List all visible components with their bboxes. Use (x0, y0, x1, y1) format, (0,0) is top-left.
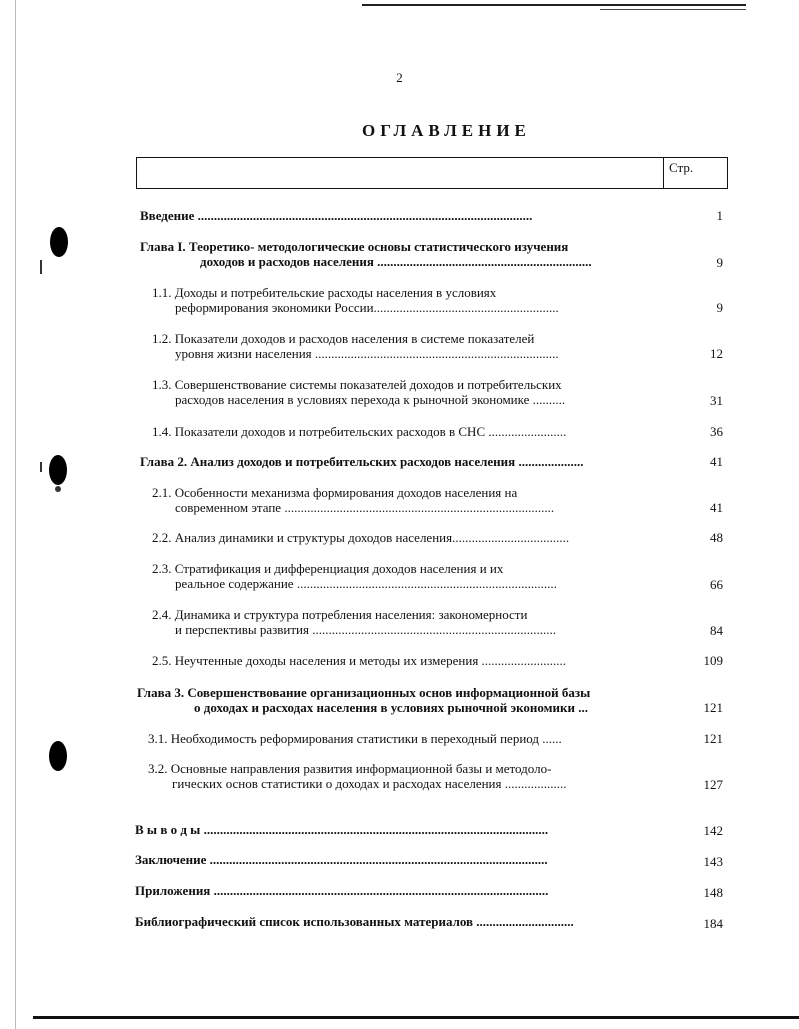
toc-page-number: 84 (710, 623, 723, 638)
toc-entry-conclusions (135, 822, 548, 837)
toc-page-number: 184 (703, 916, 723, 931)
toc-page-number: 127 (703, 777, 723, 792)
toc-entry-text: о доходах и расходах населения в условиях рыночной экономики ... (194, 700, 589, 715)
scan-speck (40, 462, 42, 472)
toc-entry-1-3 (152, 377, 565, 407)
toc-page-number: 143 (703, 854, 723, 869)
toc-entry-text: Глава 2. Анализ доходов и потребительских расходов населения .................... (140, 454, 584, 469)
toc-page-number: 41 (710, 500, 723, 515)
scan-speck (55, 486, 61, 492)
toc-entry-text: реальное содержание ................................................................................ (175, 576, 557, 591)
toc-entry-text: Введение ....................................................................................................... (140, 208, 533, 223)
toc-entry-text: Глава I. Теоретико- методологические основы статистического изучения (140, 239, 569, 254)
toc-page-number: 66 (710, 577, 723, 592)
toc-entry-text: 1.2. Показатели доходов и расходов населения в системе показателей (152, 331, 535, 346)
toc-page-number: 12 (710, 346, 723, 361)
toc-header-box (136, 157, 728, 189)
toc-entry-text: расходов населения в условиях перехода к рыночной экономике .......... (175, 392, 566, 407)
toc-entry-text: доходов и расходов населения .................................................................. (200, 254, 592, 269)
toc-entry-bibliography (135, 914, 574, 929)
toc-entry-summary (135, 852, 548, 867)
toc-page-number: 9 (716, 255, 723, 270)
toc-entry-text: 2.1. Особенности механизма формирования доходов населения на (152, 485, 518, 500)
toc-page-number: 142 (703, 823, 723, 838)
punch-hole-mark (49, 741, 67, 771)
toc-entry-2-4 (152, 607, 556, 637)
toc-page-number: 121 (703, 731, 723, 746)
toc-entry-chapter-2 (140, 454, 583, 469)
toc-entry-text: и перспективы развития ........................................................................... (175, 622, 556, 637)
toc-entry-2-2 (152, 530, 569, 545)
punch-hole-mark (50, 227, 68, 257)
page-number: 2 (396, 70, 403, 85)
toc-entry-text: В ы в о д ы .......................................................................................................... (135, 822, 549, 837)
toc-entry-chapter-1 (140, 239, 592, 269)
toc-entry-text: 3.2. Основные направления развития информационной базы и методоло- (148, 761, 552, 776)
toc-entry-text: 2.5. Неучтенные доходы населения и методы их измерения .......................... (152, 653, 567, 668)
toc-entry-chapter-3 (137, 685, 590, 715)
toc-entry-text: Приложения ....................................................................................................... (135, 883, 549, 898)
toc-page-number: 148 (703, 885, 723, 900)
toc-entry-text: реформирования экономики России......................................................... (175, 300, 559, 315)
toc-entry-text: 2.4. Динамика и структура потребления населения: закономерности (152, 607, 528, 622)
toc-page-number: 9 (716, 300, 723, 315)
toc-entry-1-2 (152, 331, 559, 361)
toc-entry-intro (140, 208, 532, 223)
scan-edge-line (362, 4, 746, 6)
toc-page-number: 36 (710, 424, 723, 439)
toc-entry-1-4 (152, 424, 566, 439)
toc-entry-text: уровня жизни населения ........................................................................... (175, 346, 559, 361)
toc-page-number: 31 (710, 393, 723, 408)
page-title: ОГЛАВЛЕНИЕ (362, 121, 531, 140)
toc-page-number: 1 (716, 208, 723, 223)
toc-entry-2-1 (152, 485, 554, 515)
toc-entry-text: 1.3. Совершенствование системы показателей доходов и потребительских (152, 377, 562, 392)
toc-entry-1-1 (152, 285, 559, 315)
toc-entry-3-2 (148, 761, 567, 791)
toc-entry-appendices (135, 883, 548, 898)
scan-edge-line (15, 0, 16, 1029)
toc-entry-text: гических основ статистики о доходах и расходах населения ................... (172, 776, 567, 791)
toc-entry-text: 2.2. Анализ динамики и структуры доходов населения.................................... (152, 530, 570, 545)
toc-entry-2-5 (152, 653, 566, 668)
toc-entry-text: Заключение ........................................................................................................ (135, 852, 548, 867)
toc-entry-2-3 (152, 561, 557, 591)
toc-entry-text: Глава 3. Совершенствование организационных основ информационной базы (137, 685, 591, 700)
scan-speck (40, 260, 42, 274)
column-divider (663, 158, 664, 188)
toc-entry-text: 1.1. Доходы и потребительские расходы населения в условиях (152, 285, 497, 300)
toc-entry-3-1 (148, 731, 562, 746)
toc-page-number: 41 (710, 454, 723, 469)
toc-page-number: 121 (703, 700, 723, 715)
toc-entry-text: современном этапе ................................................................................... (175, 500, 555, 515)
toc-page-number: 109 (703, 653, 723, 668)
scan-edge-line (33, 1016, 799, 1019)
page-column-header: Стр. (669, 160, 694, 175)
toc-entry-text: 3.1. Необходимость реформирования статистики в переходный период ...... (148, 731, 562, 746)
toc-entry-text: 1.4. Показатели доходов и потребительских расходов в СНС ........................ (152, 424, 567, 439)
toc-entry-text: Библиографический список использованных материалов .............................. (135, 914, 574, 929)
punch-hole-mark (49, 455, 67, 485)
scan-edge-line (600, 9, 746, 10)
toc-page-number: 48 (710, 530, 723, 545)
toc-entry-text: 2.3. Стратификация и дифференциация доходов населения и их (152, 561, 504, 576)
